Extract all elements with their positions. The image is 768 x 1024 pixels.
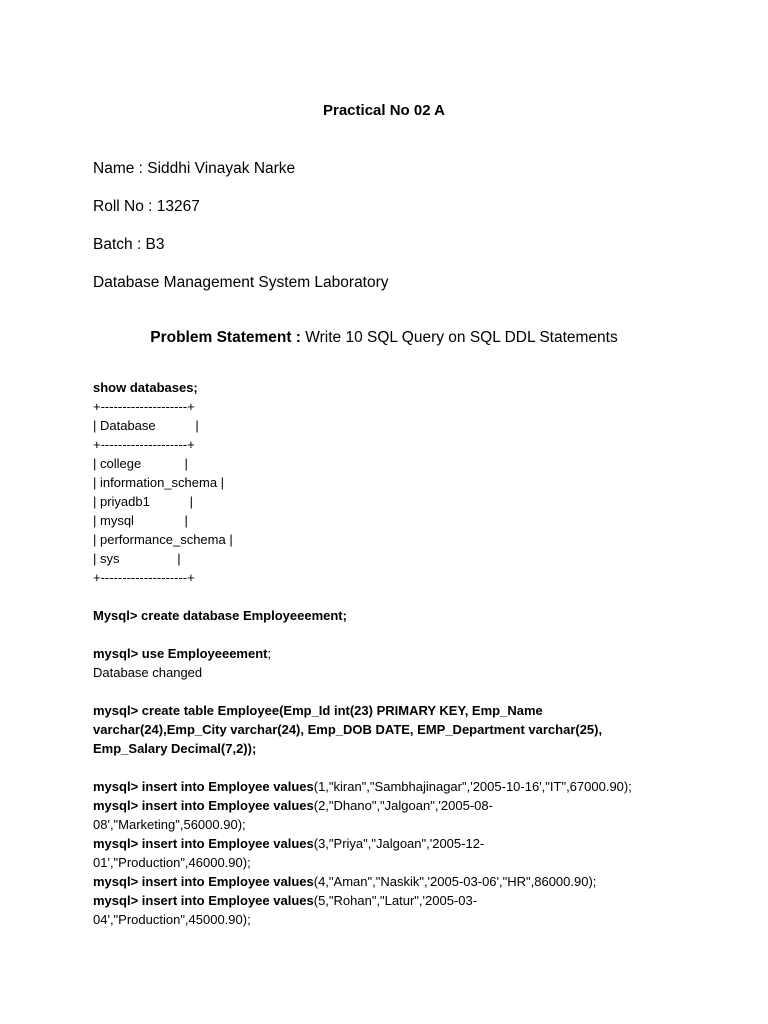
insert-values-continued: 04',"Production",45000.90); <box>93 912 251 927</box>
table-row: | sys | <box>93 551 181 566</box>
insert-values: (4,"Aman","Naskik",'2005-03-06',"HR",86000.90); <box>313 874 597 889</box>
create-database-block <box>93 606 693 625</box>
use-database-result: Database changed <box>93 665 203 680</box>
insert-values-continued: 01',"Production",46000.90); <box>93 855 251 870</box>
insert-prefix: mysql> insert into Employee values <box>93 798 314 813</box>
table-row: | mysql | <box>93 513 188 528</box>
table-row: | priyadb1 | <box>93 494 193 509</box>
roll-number: Roll No : 13267 <box>93 198 200 215</box>
use-database-command: mysql> use Employeeement <box>93 646 268 661</box>
insert-values: (3,"Priya","Jalgoan",'2005-12- <box>313 836 485 851</box>
insert-values-continued: 08',"Marketing",56000.90); <box>93 817 246 832</box>
problem-statement <box>0 329 768 347</box>
show-databases-block <box>93 378 693 587</box>
table-header: | Database | <box>93 418 199 433</box>
insert-prefix: mysql> insert into Employee values <box>93 779 314 794</box>
insert-values: (2,"Dhano","Jalgoan",'2005-08- <box>313 798 493 813</box>
use-database-block <box>93 644 693 682</box>
document-title: Practical No 02 A <box>323 102 445 119</box>
problem-label: Problem Statement : <box>150 329 301 346</box>
table-row: | information_schema | <box>93 475 225 490</box>
show-databases-command: show databases; <box>93 380 198 395</box>
insert-values: (5,"Rohan","Latur",'2005-03- <box>313 893 478 908</box>
problem-text: Write 10 SQL Query on SQL DDL Statements <box>300 329 618 346</box>
insert-block <box>93 777 693 929</box>
table-row: | college | <box>93 456 188 471</box>
insert-prefix: mysql> insert into Employee values <box>93 836 314 851</box>
table-border: +--------------------+ <box>93 570 195 585</box>
table-border: +--------------------+ <box>93 399 195 414</box>
insert-values: (1,"kiran","Sambhajinagar",'2005-10-16',"IT",67000.90); <box>313 779 632 794</box>
insert-prefix: mysql> insert into Employee values <box>93 874 314 889</box>
create-table-command: mysql> create table Employee(Emp_Id int(23) PRIMARY KEY, Emp_Name varchar(24),Emp_City varchar(24), Emp_DOB DATE, EMP_Department varchar(25), Emp_Salary Decimal(7,2)); <box>93 703 603 756</box>
table-row: | performance_schema | <box>93 532 233 547</box>
create-database-command: Mysql> create database Employeeement; <box>93 608 347 623</box>
create-table-block <box>93 701 653 758</box>
batch: Batch : B3 <box>93 236 165 253</box>
subject-name: Database Management System Laboratory <box>93 274 389 291</box>
student-name: Name : Siddhi Vinayak Narke <box>93 160 296 177</box>
use-database-semicolon: ; <box>267 646 272 661</box>
table-border: +--------------------+ <box>93 437 195 452</box>
insert-prefix: mysql> insert into Employee values <box>93 893 314 908</box>
